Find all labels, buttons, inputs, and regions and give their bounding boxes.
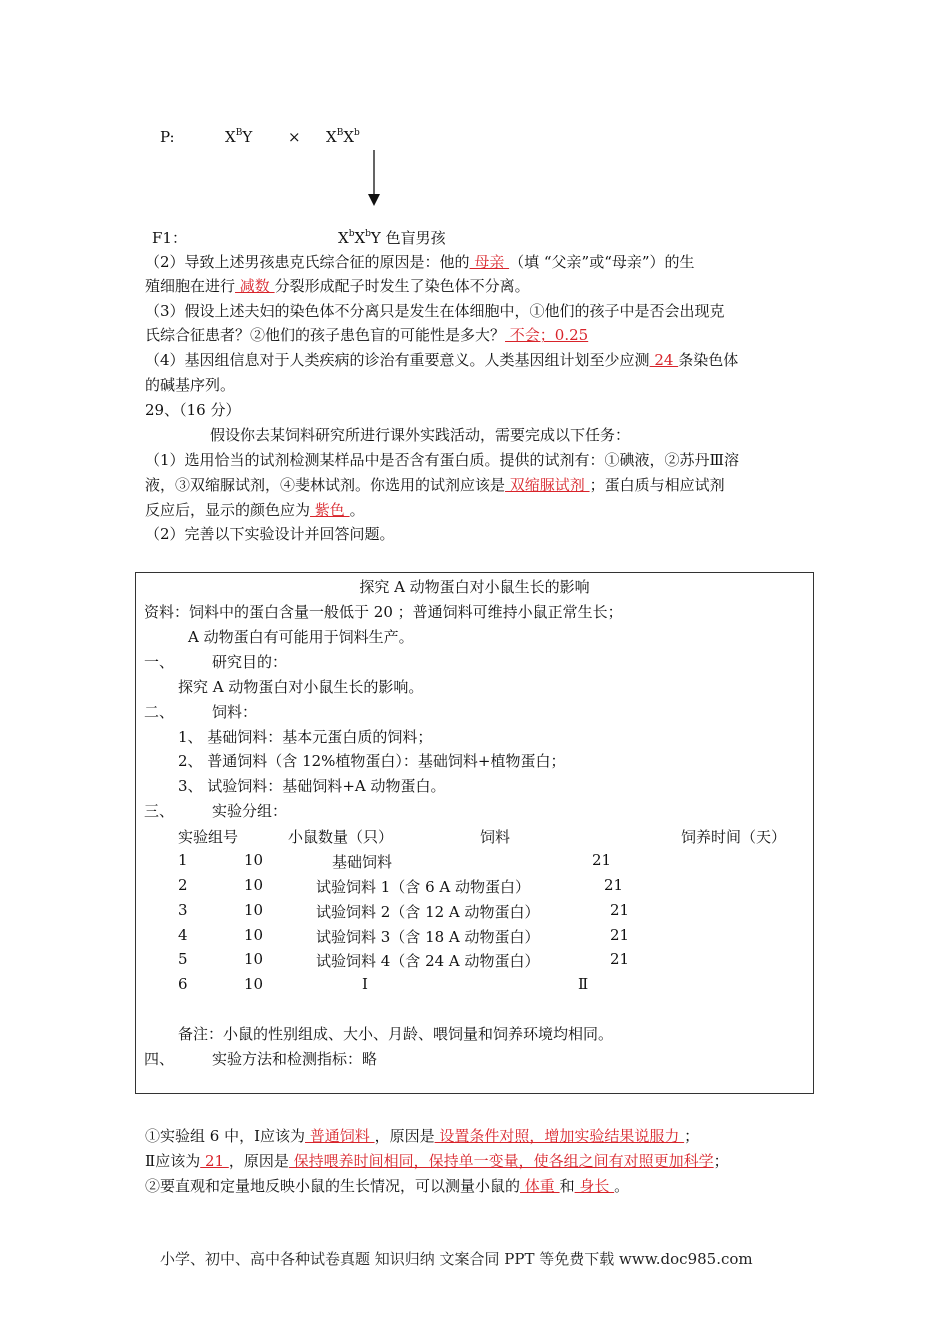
answer-line-3: ②要直观和定量地反映小鼠的生长情况，可以测量小鼠的 体重 和 身长 。 [145, 1177, 630, 1195]
q3-line2: 氏综合征患者？②他们的孩子患色盲的可能性是多大？ 不会；0.25 [145, 326, 589, 344]
answer-blank: 21 [200, 1152, 229, 1170]
table-cell: 21 [610, 926, 630, 944]
section-1-title: 研究目的： [212, 653, 288, 671]
answer-blank: 母亲 [469, 253, 510, 271]
p-label: P: [160, 128, 175, 146]
box-note: 备注：小鼠的性别组成、大小、月龄、喂饲量和饲养环境均相同。 [178, 1025, 614, 1043]
table-header: 饲养时间（天） [681, 828, 787, 846]
feed-item-2: 2、 普通饲料（含 12%植物蛋白）：基础饲料+植物蛋白； [178, 752, 566, 770]
table-header: 饲料 [480, 828, 511, 846]
feed-item-1: 1、 基础饲料：基本元蛋白质的饲料； [178, 728, 433, 746]
q2-line1: （2）导致上述男孩患克氏综合征的原因是：他的 母亲 （填 “父亲”或“母亲”）的生 [145, 253, 695, 271]
table-cell: 2 [178, 876, 188, 894]
answer-blank: 不会；0.25 [505, 326, 589, 344]
table-cell: 10 [244, 851, 264, 869]
table-cell-blank-II: Ⅱ [578, 975, 589, 993]
answer-blank: 双缩脲试剂 [505, 476, 590, 494]
answer-blank: 紫色 [310, 501, 350, 519]
section-3-title: 实验分组： [212, 802, 288, 820]
answer-blank: 设置条件对照，增加实验结果说服力 [434, 1127, 685, 1145]
table-cell: 10 [244, 975, 264, 993]
mother-genotype: $X^BX^b$ [326, 128, 360, 146]
table-cell: 4 [178, 926, 188, 944]
q29-intro: 假设你去某饲料研究所进行课外实践活动，需要完成以下任务： [210, 426, 631, 444]
box-reference-2: A 动物蛋白有可能用于饲料生产。 [188, 628, 414, 646]
section-2-number: 二、 [144, 703, 175, 721]
q29-s1-line1: （1）选用恰当的试剂检测某样品中是否含有蛋白质。提供的试剂有：①碘液，②苏丹Ⅲ溶 [145, 451, 740, 469]
cross-arrow [366, 150, 382, 208]
section-1-number: 一、 [144, 653, 175, 671]
q29-s1-line2: 液，③双缩脲试剂，④斐林试剂。你选用的试剂应该是 双缩脲试剂 ；蛋白质与相应试剂 [145, 476, 725, 494]
table-cell: 10 [244, 950, 264, 968]
table-cell: 试验饲料 2（含 12 A 动物蛋白） [316, 903, 540, 921]
table-cell: 10 [244, 876, 264, 894]
table-cell: 21 [610, 950, 630, 968]
q4-line2: 的碱基序列。 [145, 376, 236, 394]
q2-line2: 殖细胞在进行 减数 分裂形成配子时发生了染色体不分离。 [145, 277, 530, 295]
table-cell-blank-I: Ⅰ [362, 975, 368, 993]
table-cell: 21 [592, 851, 612, 869]
answer-blank: 24 [649, 351, 679, 369]
table-cell: 21 [604, 876, 624, 894]
section-3-number: 三、 [144, 802, 175, 820]
table-cell: 10 [244, 901, 264, 919]
table-cell: 10 [244, 926, 264, 944]
section-4-number: 四、 [144, 1050, 175, 1068]
father-genotype: $X^BY$ [225, 128, 253, 146]
cross-symbol: × [288, 128, 301, 146]
answer-blank: 身长 [574, 1177, 615, 1195]
q3-line1: （3）假设上述夫妇的染色体不分离只是发生在体细胞中，①他们的孩子中是否会出现克 [145, 302, 725, 320]
q29-s2: （2）完善以下实验设计并回答问题。 [145, 525, 395, 543]
q29-title: 29、（16 分） [145, 401, 241, 419]
answer-blank: 减数 [235, 277, 275, 295]
section-4-title: 实验方法和检测指标：略 [212, 1050, 378, 1068]
answer-line-2: Ⅱ应该为 21 ，原因是 保持喂养时间相同，保持单一变量，使各组之间有对照更加科学； [145, 1152, 729, 1170]
feed-item-3: 3、 试验饲料：基础饲料+A 动物蛋白。 [178, 777, 446, 795]
table-cell: 6 [178, 975, 188, 993]
answer-blank: 普通饲料 [305, 1127, 375, 1145]
table-cell: 3 [178, 901, 188, 919]
q4-line1: （4）基因组信息对于人类疾病的诊治有重要意义。人类基因组计划至少应测 24 条染色体 [145, 351, 739, 369]
table-cell: 1 [178, 851, 188, 869]
f1-genotype: $X^bX^bY$ 色盲男孩 [338, 229, 446, 247]
section-2-title: 饲料： [212, 703, 258, 721]
q29-s1-line3: 反应后，显示的颜色应为 紫色 。 [145, 501, 365, 519]
table-cell: 试验饲料 3（含 18 A 动物蛋白） [316, 928, 540, 946]
page-footer: 小学、初中、高中各种试卷真题 知识归纳 文案合同 PPT 等免费下载 www.doc985.com [160, 1250, 753, 1268]
table-header: 小鼠数量（只） [288, 828, 394, 846]
table-cell: 5 [178, 950, 188, 968]
box-reference-1: 资料：饲料中的蛋白含量一般低于 20 ；普通饲料可维持小鼠正常生长； [144, 603, 623, 621]
answer-blank: 保持喂养时间相同，保持单一变量，使各组之间有对照更加科学 [288, 1152, 714, 1170]
table-cell: 21 [610, 901, 630, 919]
answer-line-1: ①实验组 6 中，Ⅰ应该为 普通饲料 ，原因是 设置条件对照，增加实验结果说服力 ； [145, 1127, 700, 1145]
f1-label: F1： [152, 229, 187, 247]
answer-blank: 体重 [520, 1177, 560, 1195]
box-title: 探究 A 动物蛋白对小鼠生长的影响 [359, 578, 590, 596]
table-cell: 试验饲料 1（含 6 A 动物蛋白） [316, 878, 530, 896]
experiment-box [135, 572, 814, 1094]
purpose-text: 探究 A 动物蛋白对小鼠生长的影响。 [178, 678, 424, 696]
table-cell: 基础饲料 [332, 853, 393, 871]
table-cell: 试验饲料 4（含 24 A 动物蛋白） [316, 952, 540, 970]
table-header: 实验组号 [178, 828, 239, 846]
